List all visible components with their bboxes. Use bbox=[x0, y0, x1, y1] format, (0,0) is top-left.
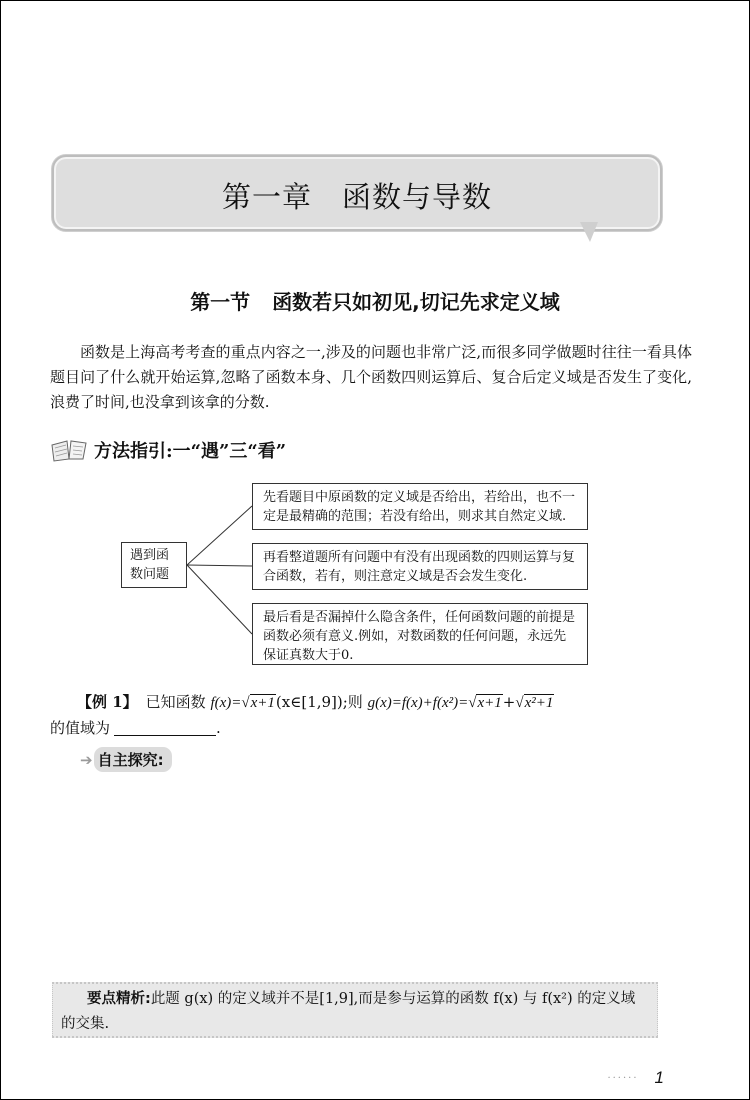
chapter-banner bbox=[52, 155, 662, 231]
page-footer bbox=[607, 1068, 664, 1088]
keypoint-label: 要点精析: bbox=[87, 991, 151, 1007]
diagram-branch-3: 最后看是否漏掉什么隐含条件，任何函数问题的前提是函数必须有意义.例如，对数函数的任何问题，永远先保证真数大于0. bbox=[252, 603, 588, 665]
chapter-number: 第一章 bbox=[221, 180, 312, 214]
page-number: 1 bbox=[654, 1068, 664, 1087]
example-tag: 【例 1】 bbox=[77, 693, 138, 711]
self-explore-heading bbox=[80, 747, 172, 772]
keypoint-box bbox=[52, 982, 658, 1038]
g-definition: g(x)=f(x)+f(x²)= bbox=[367, 695, 469, 711]
diagram-branch-1: 先看题目中原函数的定义域是否给出，若给出，也不一定是最精确的范围；若没有给出，则求其自然定义域. bbox=[252, 483, 588, 530]
example-lead: 已知函数 bbox=[145, 693, 206, 711]
keypoint-text: 此题 g(x) 的定义域并不是[1,9],而是参与运算的函数 f(x) 与 f(x²) 的定义域的交集. bbox=[61, 991, 636, 1032]
open-book-icon bbox=[50, 437, 88, 463]
speech-bubble-tail-icon bbox=[580, 222, 598, 242]
sqrt-expression: √x+1 bbox=[468, 695, 502, 711]
f-definition: f(x)= bbox=[210, 695, 242, 711]
chapter-title bbox=[54, 175, 660, 216]
section-number: 第一节 bbox=[190, 290, 251, 314]
chapter-name: 函数与导数 bbox=[342, 180, 493, 214]
sqrt-expression: √x+1 bbox=[241, 695, 275, 711]
section-name: 函数若只如初见,切记先求定义域 bbox=[272, 290, 560, 314]
footer-dots: ······ bbox=[607, 1072, 639, 1084]
arrow-right-icon: ➔ bbox=[80, 750, 93, 769]
answer-blank[interactable] bbox=[114, 719, 216, 736]
domain-text: (x∈[1,9]);则 bbox=[275, 693, 363, 711]
method-heading bbox=[50, 437, 286, 463]
example-1 bbox=[50, 690, 692, 741]
method-label: 方法指引:一“遇”三“看” bbox=[94, 441, 287, 462]
diagram-root-node: 遇到函数问题 bbox=[121, 542, 187, 588]
period: . bbox=[216, 719, 221, 737]
section-title bbox=[0, 286, 750, 315]
intro-paragraph bbox=[50, 340, 692, 415]
plus-sign: + bbox=[502, 693, 516, 711]
self-explore-label: 自主探究: bbox=[94, 747, 172, 772]
sqrt-expression: √x²+1 bbox=[515, 695, 554, 711]
intro-text: 函数是上海高考考查的重点内容之一,涉及的问题也非常广泛,而很多同学做题时往往一看具体题目问了什么就开始运算,忽略了函数本身、几个函数四则运算后、复合后定义域是否发生了变化,浪费了时间,也没拿到该拿的分数. bbox=[50, 343, 692, 411]
diagram-branch-2: 再看整道题所有问题中有没有出现函数的四则运算与复合函数，若有，则注意定义域是否会发生变化. bbox=[252, 543, 588, 590]
example-question: 的值域为 bbox=[50, 719, 111, 737]
